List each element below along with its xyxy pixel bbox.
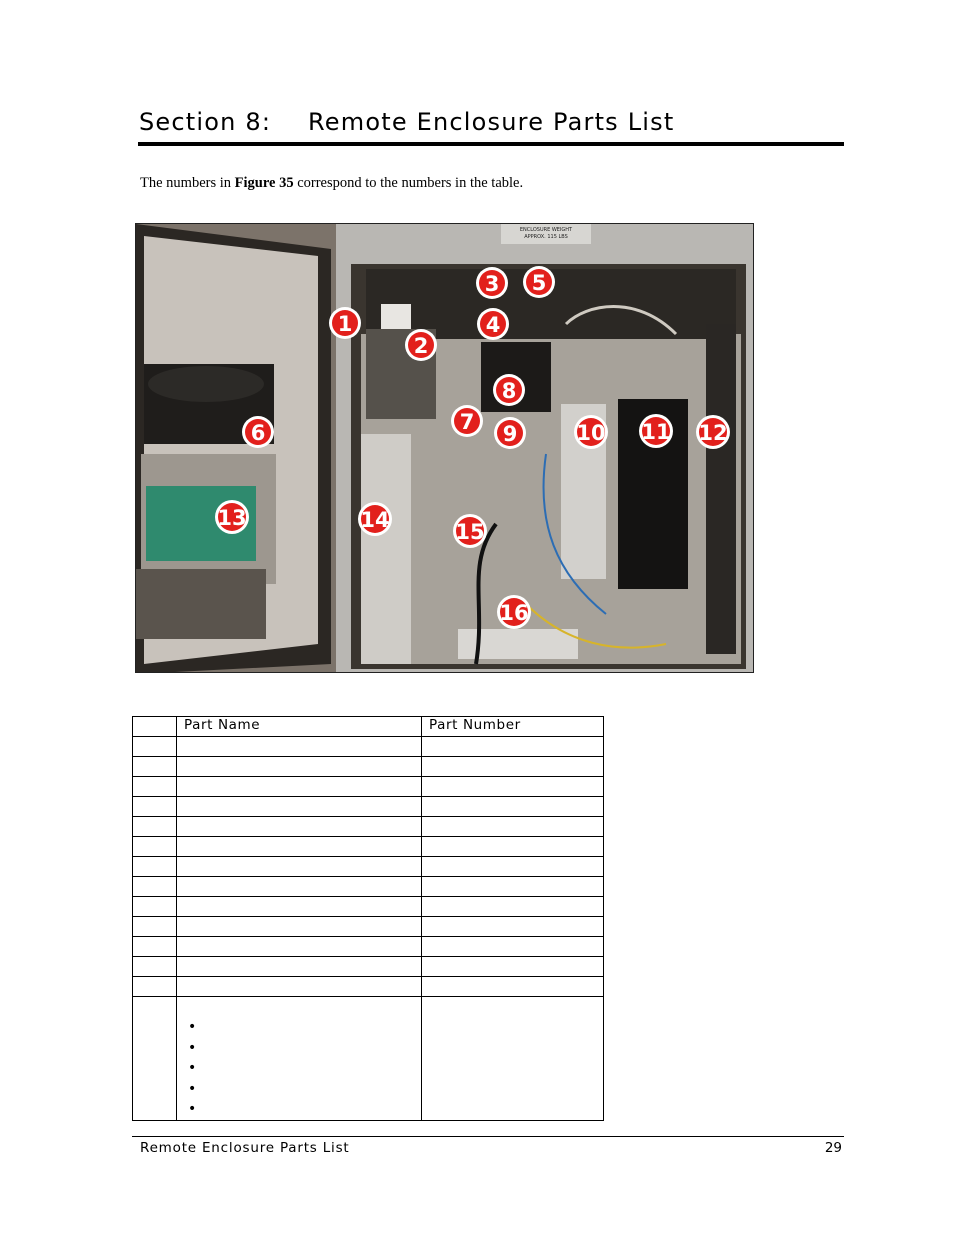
section-number: Section 8: [139, 108, 272, 136]
svg-text:3: 3 [484, 272, 500, 296]
page-number: 29 [824, 1140, 842, 1156]
table-row-bullets [133, 997, 604, 1121]
svg-text:1: 1 [337, 312, 353, 336]
marker-11 [639, 414, 673, 448]
svg-text:9: 9 [502, 422, 518, 446]
svg-text:7: 7 [459, 410, 475, 434]
svg-text:10: 10 [576, 421, 606, 445]
marker-9 [494, 417, 526, 449]
marker-2 [405, 329, 437, 361]
intro-text-end: correspond to the numbers in the table. [293, 175, 524, 191]
marker-10 [574, 415, 608, 449]
table-row [133, 777, 604, 797]
list-item [188, 1017, 421, 1038]
svg-text:6: 6 [250, 421, 266, 445]
header-part-name: Part Name [177, 717, 422, 737]
svg-text:5: 5 [531, 271, 547, 295]
marker-12 [696, 415, 730, 449]
marker-5 [523, 266, 555, 298]
table-row [133, 917, 604, 937]
marker-7 [451, 405, 483, 437]
header-part-number: Part Number [422, 717, 604, 737]
table-row [133, 737, 604, 757]
marker-6 [242, 416, 274, 448]
intro-text-start: The numbers in [140, 175, 235, 191]
list-item [188, 1079, 421, 1100]
svg-text:15: 15 [455, 520, 485, 544]
svg-text:14: 14 [360, 508, 390, 532]
table-row [133, 757, 604, 777]
list-item [188, 1038, 421, 1059]
weight-label-line2: APPROX. 115 LBS [524, 234, 568, 240]
table-row [133, 977, 604, 997]
list-item [188, 1058, 421, 1079]
table-row [133, 837, 604, 857]
svg-text:16: 16 [499, 601, 529, 625]
marker-15 [453, 514, 487, 548]
section-heading [139, 108, 843, 142]
svg-text:12: 12 [698, 421, 728, 445]
header-index [133, 717, 177, 737]
marker-8 [493, 374, 525, 406]
footer-rule [132, 1136, 844, 1137]
table-row [133, 957, 604, 977]
table-row [133, 817, 604, 837]
section-title: Remote Enclosure Parts List [308, 108, 675, 136]
heading-rule [138, 142, 844, 146]
footer-title: Remote Enclosure Parts List [140, 1140, 350, 1156]
parts-table [132, 716, 604, 1121]
svg-text:11: 11 [641, 420, 671, 444]
table-row [133, 937, 604, 957]
svg-text:2: 2 [413, 334, 429, 358]
marker-16 [497, 595, 531, 629]
table-row [133, 797, 604, 817]
marker-13 [215, 500, 249, 534]
svg-text:4: 4 [485, 313, 501, 337]
list-item [188, 1099, 421, 1120]
marker-14 [358, 502, 392, 536]
svg-text:8: 8 [501, 379, 517, 403]
bullet-list [184, 1017, 421, 1120]
table-header-row [133, 717, 604, 737]
enclosure-photo [135, 223, 754, 673]
table-row [133, 877, 604, 897]
marker-4 [477, 308, 509, 340]
intro-paragraph [140, 175, 523, 192]
marker-1 [329, 307, 361, 339]
figure-reference: Figure 35 [234, 175, 294, 191]
marker-3 [476, 267, 508, 299]
weight-label-line1: ENCLOSURE WEIGHT [519, 227, 573, 233]
table-row [133, 857, 604, 877]
table-row [133, 897, 604, 917]
svg-text:13: 13 [217, 506, 247, 530]
